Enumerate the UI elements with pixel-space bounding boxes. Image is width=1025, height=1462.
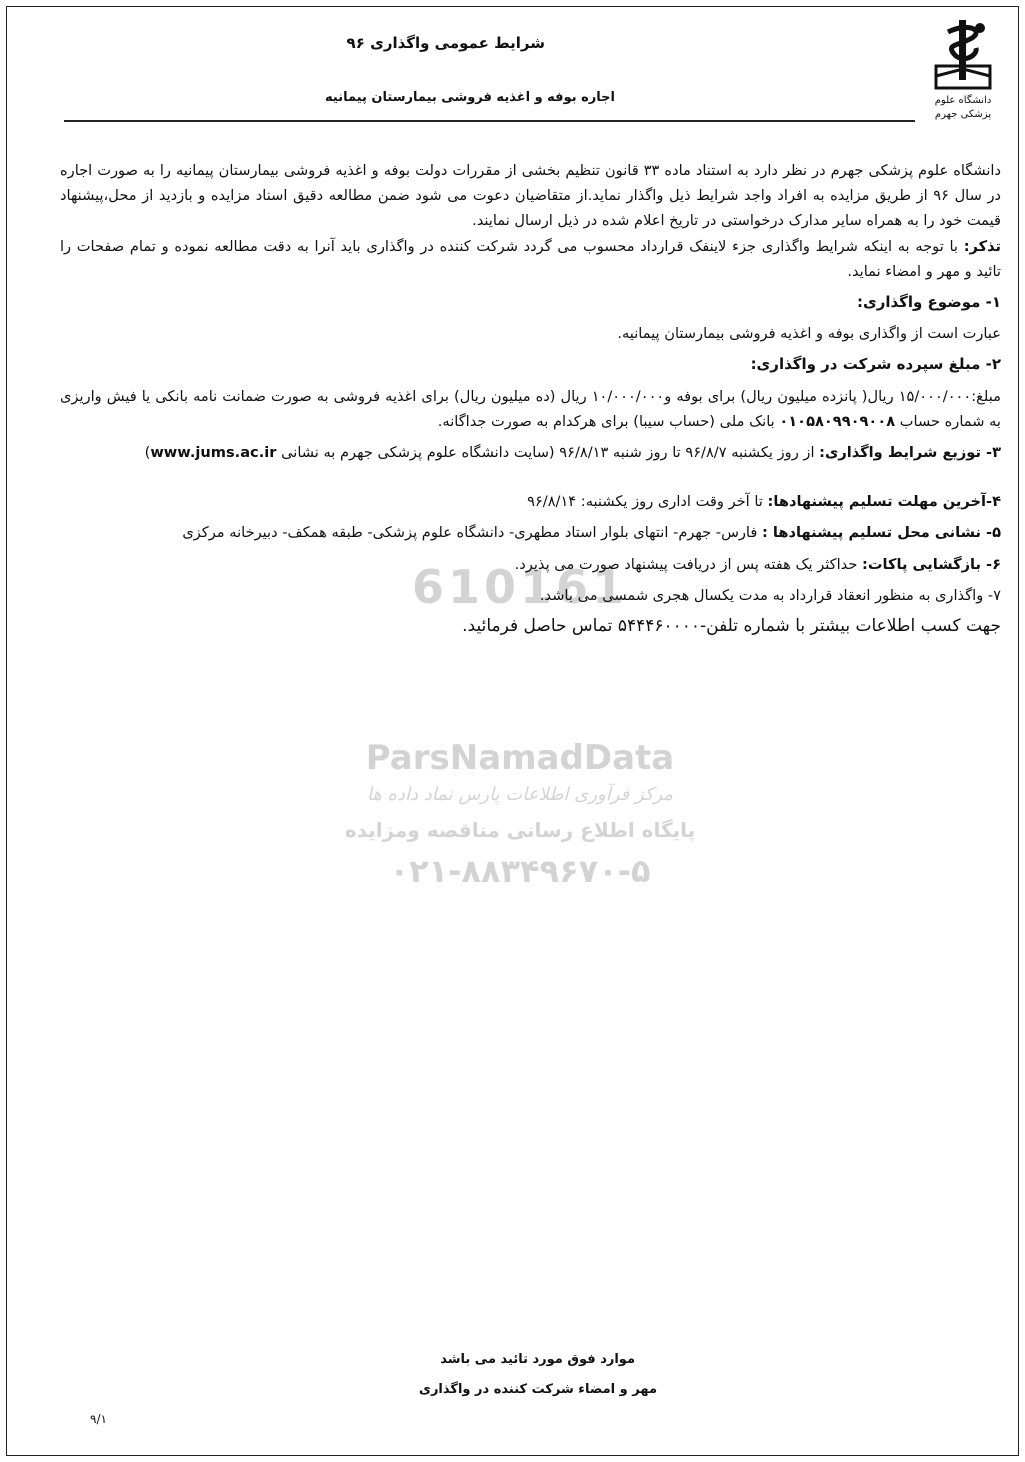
section-6	[60, 552, 1001, 577]
note-text: با توجه به اینکه شرایط واگذاری جزء لاینفک قرارداد محسوب می گردد شرکت کننده در واگذاری باید آنرا به دقت مطالعه نموده و تمام صفحات را تائید و مهر و امضاء نماید.	[60, 237, 1001, 280]
note-label: تذکر:	[963, 237, 1001, 255]
contact-line: جهت کسب اطلاعات بیشتر با شماره تلفن-۵۴۴۴۶۰۰۰۰ تماس حاصل فرمائید.	[462, 616, 1001, 637]
section-7: ۷- واگذاری به منظور انعقاد قرارداد به مدت یکسال هجری شمسی می باشد.	[539, 586, 1001, 604]
section-1-text: عبارت است از واگذاری بوفه و اغذیه فروشی بیمارستان پیمانیه.	[617, 325, 1001, 343]
document-body	[60, 158, 1001, 639]
page-number: ۹/۱	[90, 1412, 107, 1426]
section-4-text: تا آخر وقت اداری روز یکشنبه: ۹۶/۸/۱۴	[527, 493, 768, 511]
section-2-text-a: مبلغ:۱۵/۰۰۰/۰۰۰ ریال( پانزده میلیون ریال) برای بوفه و۱۰/۰۰۰/۰۰۰ ریال (ده میلیون ریال) برای اغذیه فروشی به صورت ضمانت نامه بانکی یا فیش واریزی به شماره حساب	[60, 387, 1001, 430]
section-2-title: ۲- مبلغ سپرده شرکت در واگذاری:	[750, 355, 1001, 374]
note-paragraph	[60, 234, 1001, 284]
section-3-text: از روز یکشنبه ۹۶/۸/۷ تا روز شنبه ۹۶/۸/۱۳ (سایت دانشگاه علوم پزشکی جهرم به نشانی	[276, 444, 820, 462]
watermark-code: 610161	[411, 560, 629, 614]
watermark-line2: پایگاه اطلاع رسانی مناقصه ومزایده	[344, 818, 696, 842]
section-3-end: )	[144, 444, 151, 462]
section-2-text-b: بانک ملی (حساب سیبا) برای هرکدام به صورت جداگانه.	[437, 412, 780, 430]
intro-paragraph: دانشگاه علوم پزشکی جهرم در نظر دارد به استناد ماده ۳۳ قانون تنظیم بخشی از مقررات دولت بوفه و اغذیه فروشی بیمارستان پیمانیه را به صورت اجاره در سال ۹۶ از طریق مزایده به افراد واجد شرایط ذیل واگذار نماید.از متقاضیان دعوت می شود ضمن مطالعه دقیق اسناد مزایده و بازدید از محل،پیشنهاد قیمت خود را به همراه سایر مدارک درخواستی در تاریخ اعلام شده در ذیل ارسال نمایند.	[60, 162, 1002, 230]
section-1-title: ۱- موضوع واگذاری:	[856, 293, 1001, 312]
watermark-line1: مرکز فرآوری اطلاعات پارس نماد داده ها	[366, 784, 674, 805]
header-divider	[64, 120, 915, 122]
watermark-phone: ۰۲۱-۸۸۳۴۹۶۷۰-۵	[389, 852, 651, 890]
section-4-label: ۴-آخرین مهلت تسلیم پیشنهادها:	[767, 493, 1001, 511]
section-6-text: حداکثر یک هفته پس از دریافت پیشنهاد صورت می پذیرد.	[514, 555, 862, 573]
website-link[interactable]: www.jums.ac.ir	[150, 444, 277, 462]
snake-staff-book-logo-icon	[928, 14, 998, 94]
logo-text-line2: پزشکی جهرم	[934, 109, 992, 120]
document-title: شرایط عمومی واگذاری ۹۶	[346, 34, 545, 52]
logo-text-line1: دانشگاه علوم	[934, 95, 992, 106]
section-3-label: ۳- توزیع شرایط واگذاری:	[819, 444, 1001, 462]
section-3	[60, 440, 1001, 465]
document-subtitle: اجاره بوفه و اغذیه فروشی بیمارستان پیمانیه	[325, 90, 615, 105]
section-2-text	[60, 384, 1001, 434]
section-6-label: ۶- بازگشایی پاکات:	[862, 555, 1001, 573]
section-5-label: ۵- نشانی محل تسلیم پیشنهادها :	[762, 524, 1001, 542]
account-number: ۰۱۰۵۸۰۹۹۰۹۰۰۸	[779, 412, 896, 430]
watermark-brand: ParsNamadData	[365, 738, 675, 778]
section-5-text: فارس- جهرم- انتهای بلوار استاد مطهری- دانشگاه علوم پزشکی- طبقه همکف- دبیرخانه مرکزی	[182, 524, 762, 542]
approval-line: موارد فوق مورد تائید می باشد	[440, 1352, 635, 1367]
university-logo	[917, 14, 1009, 132]
signature-line: مهر و امضاء شرکت کننده در واگذاری	[419, 1382, 657, 1397]
section-5	[60, 520, 1001, 545]
section-4	[60, 489, 1001, 514]
